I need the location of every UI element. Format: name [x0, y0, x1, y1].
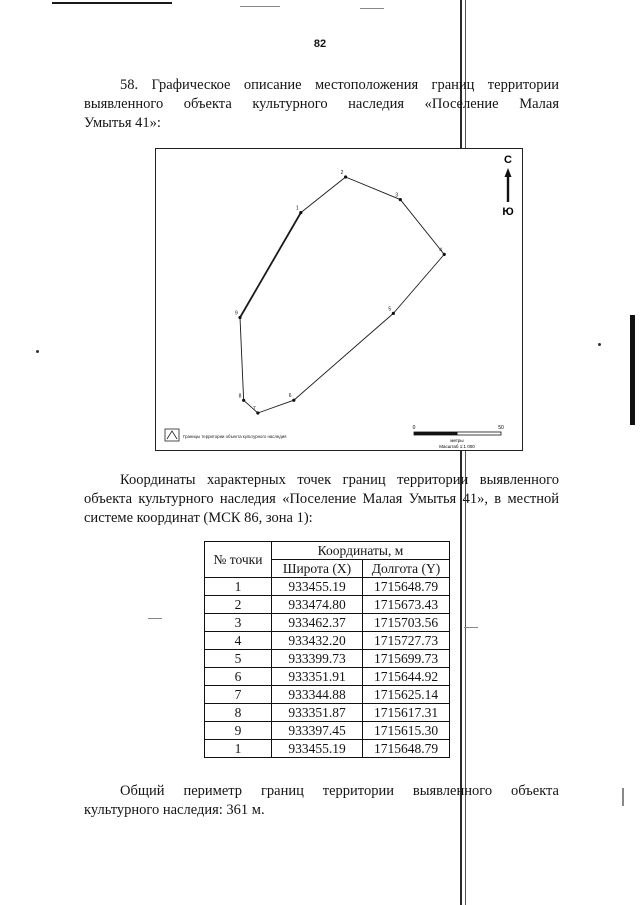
table-header-y: Долгота (Y)	[363, 560, 450, 578]
scan-artifact-speck	[622, 788, 624, 806]
boundary-segment	[400, 200, 444, 255]
compass-south-label: Ю	[502, 206, 514, 218]
perimeter-line-2: культурного наследия: 361 м.	[84, 802, 265, 818]
boundary-segment	[393, 254, 444, 313]
table-cell-y: 1715648.79	[363, 740, 450, 758]
table-row	[205, 614, 450, 632]
table-row	[205, 740, 450, 758]
table-cell-y: 1715727.73	[363, 632, 450, 650]
section-heading-line-1: 58. Графическое описание местоположения границ территории	[120, 77, 559, 93]
table-row	[205, 596, 450, 614]
table-cell-y: 1715648.79	[363, 578, 450, 596]
scale-left-value: 0	[412, 425, 416, 431]
boundary-point-marker	[443, 253, 446, 256]
table-cell-point: 8	[205, 704, 272, 722]
table-cell-y: 1715644.92	[363, 668, 450, 686]
table-cell-y: 1715703.56	[363, 614, 450, 632]
section-heading	[84, 76, 559, 133]
table-cell-x: 933351.87	[272, 704, 363, 722]
boundary-point-label: 1	[295, 205, 299, 212]
boundary-point-label: 8	[238, 393, 242, 400]
table-cell-point: 4	[205, 632, 272, 650]
compass-arrow-head	[505, 168, 512, 177]
boundary-segment	[346, 177, 401, 200]
boundary-point-marker	[299, 211, 302, 214]
table-row	[205, 704, 450, 722]
table-header-x: Широта (X)	[272, 560, 363, 578]
boundary-point-label: 9	[235, 310, 238, 317]
boundary-segment	[240, 318, 244, 401]
table-cell-x: 933397.45	[272, 722, 363, 740]
table-cell-point: 3	[205, 614, 272, 632]
boundary-point-label: 3	[395, 192, 399, 199]
table-cell-x: 933462.37	[272, 614, 363, 632]
legend-label: Границы территории объекта культурного наследия	[183, 434, 287, 439]
table-cell-x: 933351.91	[272, 668, 363, 686]
scan-artifact-dot	[36, 350, 39, 353]
boundary-point-marker	[242, 399, 245, 402]
scan-artifact-speck	[148, 618, 162, 619]
scan-artifact-vertical-line	[465, 0, 466, 905]
scale-unit: метры	[450, 438, 464, 443]
scale-bar	[413, 425, 504, 449]
scale-right-value: 50	[498, 425, 504, 431]
scan-artifact-top-speck	[240, 6, 280, 7]
table-cell-x: 933474.80	[272, 596, 363, 614]
table-cell-x: 933344.88	[272, 686, 363, 704]
table-row	[205, 578, 450, 596]
perimeter-statement	[84, 782, 559, 820]
table-cell-x: 933432.20	[272, 632, 363, 650]
table-cell-point: 9	[205, 722, 272, 740]
table-row	[205, 686, 450, 704]
scan-artifact-right-bar	[630, 315, 635, 425]
coordinates-intro-line-1: Координаты характерных точек границ территории выявленного	[120, 472, 559, 488]
coordinates-table	[204, 541, 450, 758]
perimeter-line-1: Общий периметр границ территории выявленного объекта	[120, 783, 559, 799]
table-cell-x: 933455.19	[272, 740, 363, 758]
scan-artifact-vertical-line	[460, 0, 462, 905]
table-row	[205, 668, 450, 686]
boundary-segment	[294, 313, 394, 400]
boundary-point-label: 2	[340, 170, 344, 176]
boundary-point-marker	[256, 411, 259, 414]
scan-artifact-top-speck	[360, 8, 384, 9]
boundary-point-marker	[399, 198, 402, 201]
boundary-segment	[244, 400, 258, 413]
boundary-point-marker	[292, 399, 295, 402]
boundary-map-canvas	[156, 149, 522, 450]
table-cell-point: 6	[205, 668, 272, 686]
compass-arrow-shaft	[507, 176, 509, 202]
scan-artifact-dot	[598, 343, 601, 346]
page-number: 82	[313, 38, 327, 50]
table-row	[205, 650, 450, 668]
boundary-point-label: 4	[439, 247, 443, 254]
table-cell-point: 2	[205, 596, 272, 614]
boundary-segment	[240, 213, 301, 318]
table-row	[205, 632, 450, 650]
compass	[502, 154, 513, 218]
table-cell-point: 5	[205, 650, 272, 668]
map-legend	[165, 429, 287, 441]
section-heading-line-2: выявленного объекта культурного наследия «Поселение Малая	[84, 96, 559, 112]
section-heading-line-3: Умытья 41»:	[84, 115, 161, 131]
table-cell-y: 1715617.31	[363, 704, 450, 722]
table-cell-x: 933399.73	[272, 650, 363, 668]
coordinates-intro-line-3: системе координат (МСК 86, зона 1):	[84, 510, 313, 526]
boundary-point-marker	[344, 175, 347, 178]
coordinates-intro-line-2: объекта культурного наследия «Поселение Малая Умытья 41», в местной	[84, 491, 559, 507]
table-cell-y: 1715673.43	[363, 596, 450, 614]
table-cell-y: 1715625.14	[363, 686, 450, 704]
boundary-point-marker	[392, 312, 395, 315]
table-cell-x: 933455.19	[272, 578, 363, 596]
table-cell-point: 7	[205, 686, 272, 704]
boundary-map	[155, 148, 523, 451]
table-cell-point: 1	[205, 578, 272, 596]
boundary-point-marker	[238, 316, 241, 319]
scan-artifact-top-line	[52, 2, 172, 4]
legend-symbol-line	[167, 431, 177, 439]
boundary-point-label: 7	[252, 406, 256, 412]
table-cell-point: 1	[205, 740, 272, 758]
compass-north-label: С	[504, 154, 512, 166]
boundary-segment	[301, 177, 346, 213]
table-cell-y: 1715615.30	[363, 722, 450, 740]
table-row	[205, 722, 450, 740]
boundary-point-label: 6	[288, 393, 292, 400]
coordinates-intro	[84, 471, 559, 528]
scale-bar-filled-segment	[414, 432, 458, 435]
boundary-point-label: 5	[388, 306, 392, 313]
boundary-segment	[258, 400, 294, 413]
scale-label: Масштаб 1:1 000	[439, 444, 475, 449]
table-header-point: № точки	[205, 542, 272, 578]
scan-artifact-speck	[464, 627, 478, 628]
table-cell-y: 1715699.73	[363, 650, 450, 668]
table-header-coords: Координаты, м	[272, 542, 450, 560]
